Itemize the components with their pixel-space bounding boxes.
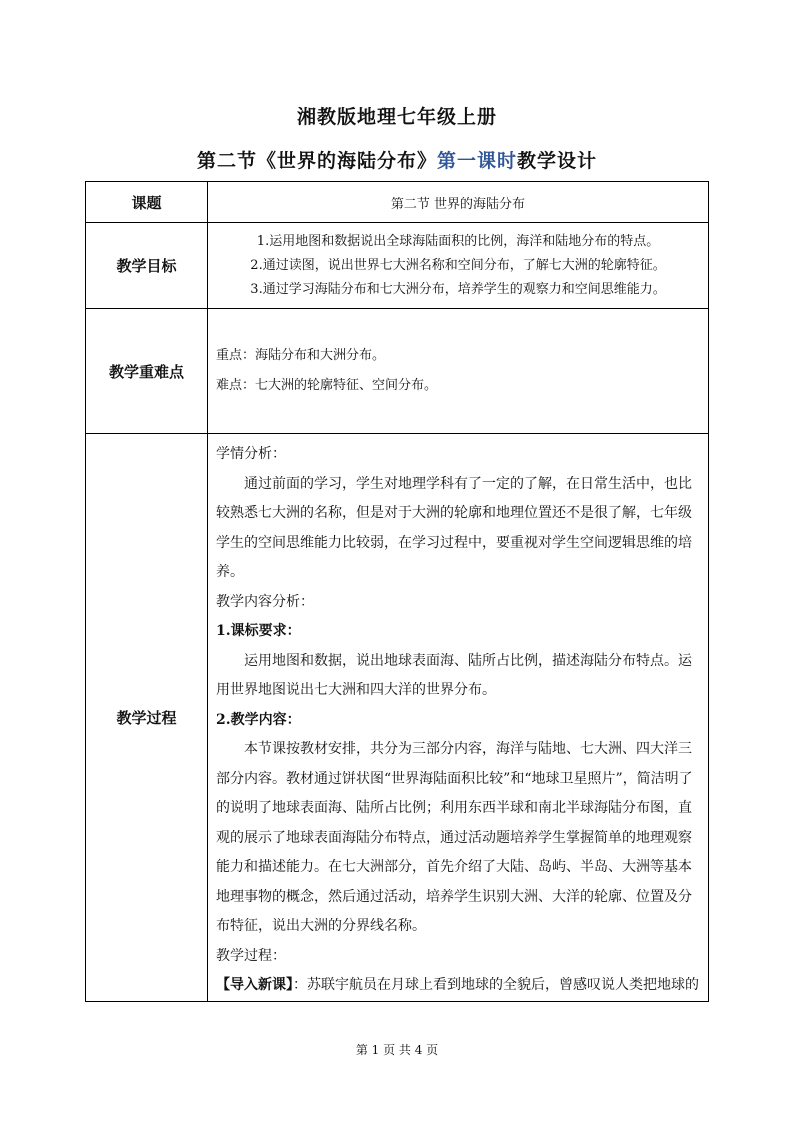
keypoints-cell [208,309,709,434]
key-point: 重点：海陆分布和大洲分布。 [216,348,386,363]
lesson-plan-table [85,181,709,1002]
topic-row [86,182,709,223]
teaching-content-heading: 2.教学内容： [216,711,301,728]
intro-paragraph [216,971,700,1001]
document-subtitle [0,146,794,173]
subtitle-part1: 第二节《世界的海陆分布》 [196,150,437,172]
difficult-point: 难点：七大洲的轮廓特征、空间分布。 [216,378,438,393]
standard-heading: 1.课标要求： [216,623,301,639]
intro-label: 【导入新课】 [216,977,293,993]
goals-cell [208,223,709,309]
process-label: 教学过程 [86,434,208,1002]
process-cell [208,434,709,1002]
process-body [208,434,708,1001]
keypoints-row [86,309,709,434]
subtitle-part2: 教学设计 [517,150,598,172]
teaching-content-text: 本节课按教材安排，共分为三部分内容，海洋与陆地、七大洲、四大洋三部分内容。教材通过饼状图“世界海陆面积比较”和“地球卫星照片”，简洁明了的说明了地球表面海、陆所占比例；利用东西半球和南北半球海陆分布图，直观的展示了地球表面海陆分布特点，通过活动题培养学生掌握简单的地理观察能力和描述能力。在七大洲部分，首先介绍了大陆、岛屿、半岛、大洲等基本地理事物的概念，然后通过活动，培养学生识别大洲、大洋的轮廓、位置及分布特征，说出大洲的分界线名称。 [216,741,693,934]
goals-row [86,223,709,309]
content-heading: 教学内容分析： [216,593,314,610]
process-row [86,434,709,1002]
analysis-heading: 学情分析： [216,446,286,462]
intro-text: ：苏联宇航员在月球上看到地球的全貌后，曾感叹说人类把地球的 [293,977,699,993]
analysis-text: 通过前面的学习，学生对地理学科有了一定的了解，在日常生活中，也比较熟悉七大洲的名称，但是对于大洲的轮廓和地理位置还不是很了解，七年级学生的空间思维能力比较弱，在学习过程中，要重视对学生空间逻辑思维的培养。 [216,475,692,580]
standard-text: 运用地图和数据，说出地球表面海、陆所占比例，描述海陆分布特点。运用世界地图说出七大洲和四大洋的世界分布。 [216,652,692,698]
page-footer: 第 1 页 共 4 页 [355,1043,439,1057]
topic-value: 第二节 世界的海陆分布 [208,182,709,223]
goal-item-3: 3.通过学习海陆分布和七大洲分布，培养学生的观察力和空间思维能力。 [250,281,666,297]
process-heading: 教学过程： [216,947,286,964]
goal-item-2: 2.通过读图，说出世界七大洲名称和空间分布，了解七大洲的轮廓特征。 [250,257,666,273]
goal-item-1: 1.运用地图和数据说出全球海陆面积的比例，海洋和陆地分布的特点。 [256,233,660,249]
document-title: 湘教版地理七年级上册 [296,106,497,128]
subtitle-highlight: 第一课时 [436,150,517,172]
keypoints-label: 教学重难点 [86,309,208,434]
goals-label: 教学目标 [86,223,208,309]
topic-label: 课题 [86,182,208,223]
